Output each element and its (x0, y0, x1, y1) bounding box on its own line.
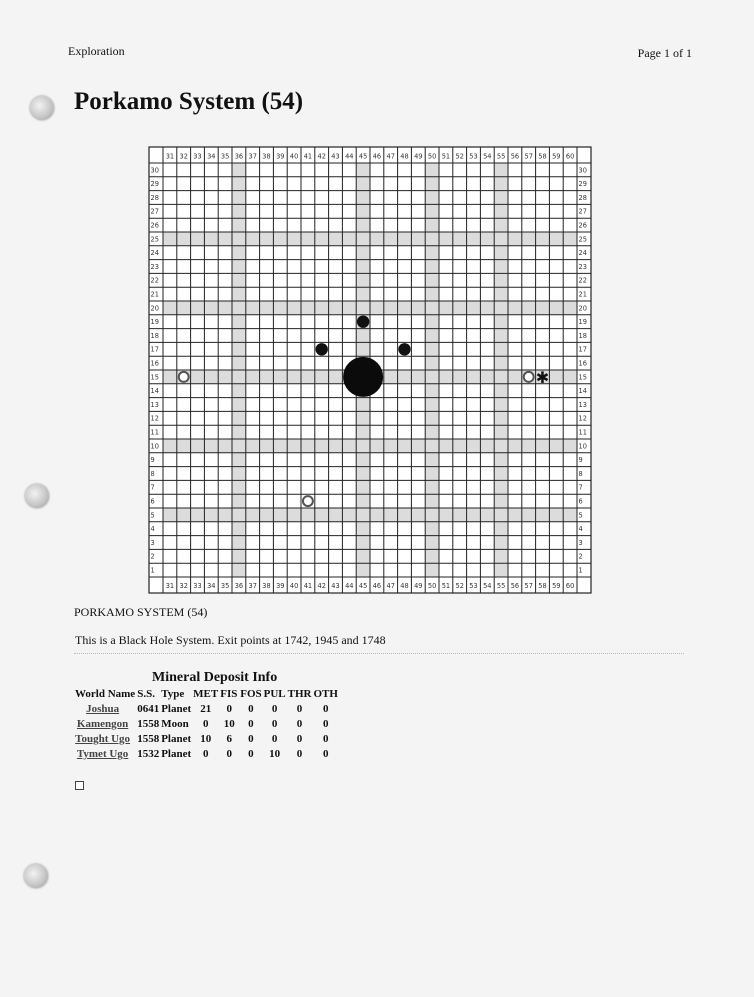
x-tick-label-top: 47 (386, 152, 395, 161)
y-tick-label-right: 17 (578, 345, 587, 354)
x-tick-label-top: 38 (262, 152, 271, 161)
y-tick-label-left: 9 (150, 456, 155, 465)
world-name-cell (74, 716, 136, 731)
black-hole (343, 357, 383, 397)
x-tick-label-bottom: 45 (358, 582, 368, 590)
y-tick-label-left: 19 (150, 318, 159, 327)
table-row (74, 731, 339, 746)
column-header: PUL (263, 687, 286, 700)
world-link[interactable]: Kamengon (76, 717, 129, 730)
x-tick-label-top: 33 (193, 152, 202, 161)
column-header: THR (287, 687, 312, 700)
x-tick-label-top: 31 (165, 152, 175, 161)
exit-point-1742 (315, 343, 327, 355)
x-tick-label-top: 55 (496, 152, 506, 161)
planet-joshua (303, 496, 313, 506)
world-name-cell (74, 701, 136, 716)
column-header: OTH (313, 687, 338, 700)
y-tick-label-left: 5 (150, 511, 155, 520)
y-tick-label-right: 19 (578, 318, 587, 327)
x-tick-label-top: 41 (303, 152, 313, 161)
y-tick-label-left: 1 (150, 566, 155, 575)
x-tick-label-bottom: 37 (248, 582, 257, 590)
x-tick-label-top: 59 (552, 152, 561, 161)
y-tick-label-left: 25 (150, 235, 159, 244)
met-cell: 0 (202, 717, 209, 730)
x-tick-label-bottom: 58 (538, 582, 547, 590)
x-tick-label-bottom: 49 (414, 582, 423, 590)
y-tick-label-right: 25 (578, 235, 587, 244)
y-tick-label-left: 10 (150, 442, 159, 451)
checkbox[interactable] (75, 781, 84, 790)
fis-cell: 0 (226, 747, 232, 760)
x-tick-label-top: 46 (372, 152, 382, 161)
x-tick-label-bottom: 38 (262, 582, 271, 590)
oth-cell: 0 (322, 717, 329, 730)
world-name-cell (74, 731, 136, 746)
x-tick-label-top: 42 (317, 152, 326, 161)
x-tick-label-top: 50 (427, 152, 437, 161)
met-cell: 21 (200, 702, 212, 715)
type-cell: Moon (161, 717, 189, 730)
column-header: S.S. (137, 687, 155, 700)
y-tick-label-left: 15 (150, 373, 159, 382)
column-header: Type (161, 687, 185, 700)
y-tick-label-right: 18 (578, 331, 587, 340)
y-tick-label-right: 3 (578, 538, 583, 547)
pul-cell: 10 (269, 747, 281, 760)
y-tick-label-right: 22 (578, 276, 587, 285)
pul-cell: 0 (271, 717, 278, 730)
table-body (74, 701, 339, 761)
y-tick-label-left: 24 (150, 249, 159, 258)
y-tick-label-left: 21 (150, 290, 159, 299)
y-tick-label-right: 27 (578, 207, 587, 216)
world-link[interactable]: Joshua (86, 702, 120, 715)
y-tick-label-left: 8 (150, 469, 155, 478)
y-tick-label-right: 29 (578, 180, 587, 189)
x-tick-label-bottom: 54 (483, 582, 492, 590)
x-tick-label-top: 52 (455, 152, 464, 161)
oth-cell: 0 (322, 732, 329, 745)
table-row (74, 746, 339, 761)
ss-cell: 1558 (137, 717, 160, 730)
column-header: MET (193, 687, 219, 700)
ss-cell: 0641 (137, 702, 160, 715)
x-tick-label-bottom: 48 (400, 582, 409, 590)
x-tick-label-bottom: 33 (193, 582, 202, 590)
ss-cell: 1532 (137, 747, 160, 760)
x-tick-label-bottom: 36 (234, 582, 244, 590)
x-tick-label-top: 57 (524, 152, 533, 161)
exit-point-1945 (357, 315, 369, 327)
x-tick-label-bottom: 44 (345, 582, 354, 590)
thr-cell: 0 (296, 702, 303, 715)
x-tick-label-bottom: 50 (427, 582, 437, 590)
y-tick-label-left: 20 (150, 304, 159, 313)
x-tick-label-bottom: 42 (317, 582, 326, 590)
header-section-label: Exploration (68, 44, 125, 58)
page-number: Page 1 of 1 (637, 46, 692, 60)
y-tick-label-right: 10 (578, 442, 587, 451)
y-tick-label-left: 13 (150, 400, 159, 409)
table-row (74, 716, 339, 731)
y-tick-label-right: 24 (578, 249, 587, 258)
y-tick-label-right: 26 (578, 221, 587, 230)
x-tick-label-top: 37 (248, 152, 257, 161)
y-tick-label-left: 6 (150, 497, 155, 506)
x-tick-label-bottom: 53 (469, 582, 478, 590)
x-tick-label-bottom: 34 (207, 582, 216, 590)
x-tick-label-top: 44 (345, 152, 354, 161)
x-tick-label-top: 45 (358, 152, 368, 161)
y-tick-label-left: 11 (150, 428, 159, 437)
x-tick-label-bottom: 41 (303, 582, 313, 590)
fis-cell: 10 (223, 717, 235, 730)
oth-cell: 0 (322, 702, 329, 715)
x-tick-label-top: 54 (483, 152, 492, 161)
type-cell: Planet (161, 702, 192, 715)
fos-cell: 0 (248, 747, 254, 760)
x-tick-label-bottom: 39 (276, 582, 285, 590)
system-map-grid (149, 147, 591, 590)
y-tick-label-left: 7 (150, 483, 155, 492)
y-tick-label-right: 1 (578, 566, 583, 575)
column-header: FIS (220, 687, 238, 700)
y-tick-label-right: 7 (578, 483, 583, 492)
y-tick-label-right: 11 (578, 428, 587, 437)
x-tick-label-bottom: 46 (372, 582, 382, 590)
y-tick-label-left: 26 (150, 221, 159, 230)
type-cell: Planet (161, 747, 192, 760)
system-description: This is a Black Hole System. Exit points at 1742, 1945 and 1748 (75, 633, 386, 647)
mineral-info-title: Mineral Deposit Info (152, 670, 278, 685)
world-link[interactable]: Tymet Ugo (76, 747, 129, 760)
pul-cell: 0 (271, 732, 278, 745)
exit-point-1748 (398, 343, 410, 355)
type-cell: Planet (161, 732, 192, 745)
met-cell: 0 (202, 747, 209, 760)
y-tick-label-right: 8 (578, 469, 583, 478)
y-tick-label-right: 16 (578, 359, 587, 368)
y-tick-label-right: 14 (578, 387, 587, 396)
y-tick-label-left: 30 (150, 166, 159, 175)
x-tick-label-bottom: 35 (220, 582, 230, 590)
x-tick-label-top: 36 (234, 152, 244, 161)
system-name: PORKAMO SYSTEM (54) (74, 605, 208, 619)
table-header-row (74, 686, 339, 701)
y-tick-label-right: 2 (578, 552, 583, 561)
y-tick-label-left: 22 (150, 276, 159, 285)
table-row (74, 701, 339, 716)
page-title: Porkamo System (54) (74, 88, 304, 115)
x-tick-label-top: 58 (538, 152, 547, 161)
y-tick-label-left: 23 (150, 262, 159, 271)
y-tick-label-right: 12 (578, 414, 587, 423)
world-link[interactable]: Tought Ugo (75, 732, 131, 745)
y-tick-label-right: 4 (578, 525, 583, 534)
x-tick-label-bottom: 52 (455, 582, 464, 590)
asterisk-marker: ✱ (535, 367, 550, 387)
binder-hole-icon (25, 484, 49, 508)
y-tick-label-left: 27 (150, 207, 159, 216)
x-tick-label-bottom: 31 (165, 582, 175, 590)
x-tick-label-top: 34 (207, 152, 216, 161)
x-tick-label-bottom: 47 (386, 582, 395, 590)
y-tick-label-left: 12 (150, 414, 159, 423)
oth-cell: 0 (322, 747, 329, 760)
met-cell: 10 (200, 732, 212, 745)
y-tick-label-right: 5 (578, 511, 583, 520)
y-tick-label-left: 18 (150, 331, 159, 340)
x-tick-label-top: 32 (179, 152, 188, 161)
x-tick-label-top: 39 (276, 152, 285, 161)
thr-cell: 0 (296, 717, 303, 730)
x-tick-label-top: 53 (469, 152, 478, 161)
y-tick-label-left: 17 (150, 345, 159, 354)
x-tick-label-bottom: 59 (552, 582, 561, 590)
y-tick-label-left: 28 (150, 193, 159, 202)
mineral-deposit-table (74, 686, 339, 761)
ss-cell: 1558 (137, 732, 160, 745)
x-tick-label-top: 40 (289, 152, 299, 161)
column-header: FOS (240, 687, 262, 700)
pul-cell: 0 (271, 702, 278, 715)
x-tick-label-top: 49 (414, 152, 423, 161)
y-tick-label-left: 14 (150, 387, 159, 396)
y-tick-label-right: 9 (578, 456, 583, 465)
fos-cell: 0 (248, 732, 254, 745)
divider (74, 653, 684, 654)
x-tick-label-bottom: 56 (510, 582, 520, 590)
x-tick-label-top: 60 (565, 152, 575, 161)
x-tick-label-top: 43 (331, 152, 340, 161)
x-tick-label-bottom: 51 (441, 582, 451, 590)
y-tick-label-right: 20 (578, 304, 587, 313)
x-tick-label-bottom: 55 (496, 582, 506, 590)
y-tick-label-left: 3 (150, 538, 155, 547)
planet-tymet-ugo (524, 372, 534, 382)
fos-cell: 0 (248, 702, 254, 715)
x-tick-label-top: 56 (510, 152, 520, 161)
y-tick-label-right: 21 (578, 290, 587, 299)
planet-tought-ugo (179, 372, 189, 382)
x-tick-label-bottom: 57 (524, 582, 533, 590)
fos-cell: 0 (248, 717, 254, 730)
y-tick-label-left: 29 (150, 180, 159, 189)
x-tick-label-bottom: 43 (331, 582, 340, 590)
thr-cell: 0 (296, 747, 303, 760)
x-tick-label-top: 35 (220, 152, 230, 161)
y-tick-label-right: 6 (578, 497, 583, 506)
column-header: World Name (75, 687, 136, 700)
y-tick-label-right: 15 (578, 373, 587, 382)
x-tick-label-top: 48 (400, 152, 409, 161)
y-tick-label-right: 13 (578, 400, 587, 409)
y-tick-label-right: 28 (578, 193, 587, 202)
x-tick-label-bottom: 60 (565, 582, 575, 590)
x-tick-label-bottom: 32 (179, 582, 188, 590)
fis-cell: 6 (226, 732, 232, 745)
fis-cell: 0 (226, 702, 232, 715)
binder-hole-icon (24, 864, 48, 888)
x-tick-label-bottom: 40 (289, 582, 299, 590)
thr-cell: 0 (296, 732, 303, 745)
binder-hole-icon (30, 96, 54, 120)
y-tick-label-left: 2 (150, 552, 155, 561)
y-tick-label-left: 16 (150, 359, 159, 368)
y-tick-label-left: 4 (150, 525, 155, 534)
world-name-cell (74, 746, 136, 761)
y-tick-label-right: 23 (578, 262, 587, 271)
x-tick-label-top: 51 (441, 152, 451, 161)
y-tick-label-right: 30 (578, 166, 587, 175)
